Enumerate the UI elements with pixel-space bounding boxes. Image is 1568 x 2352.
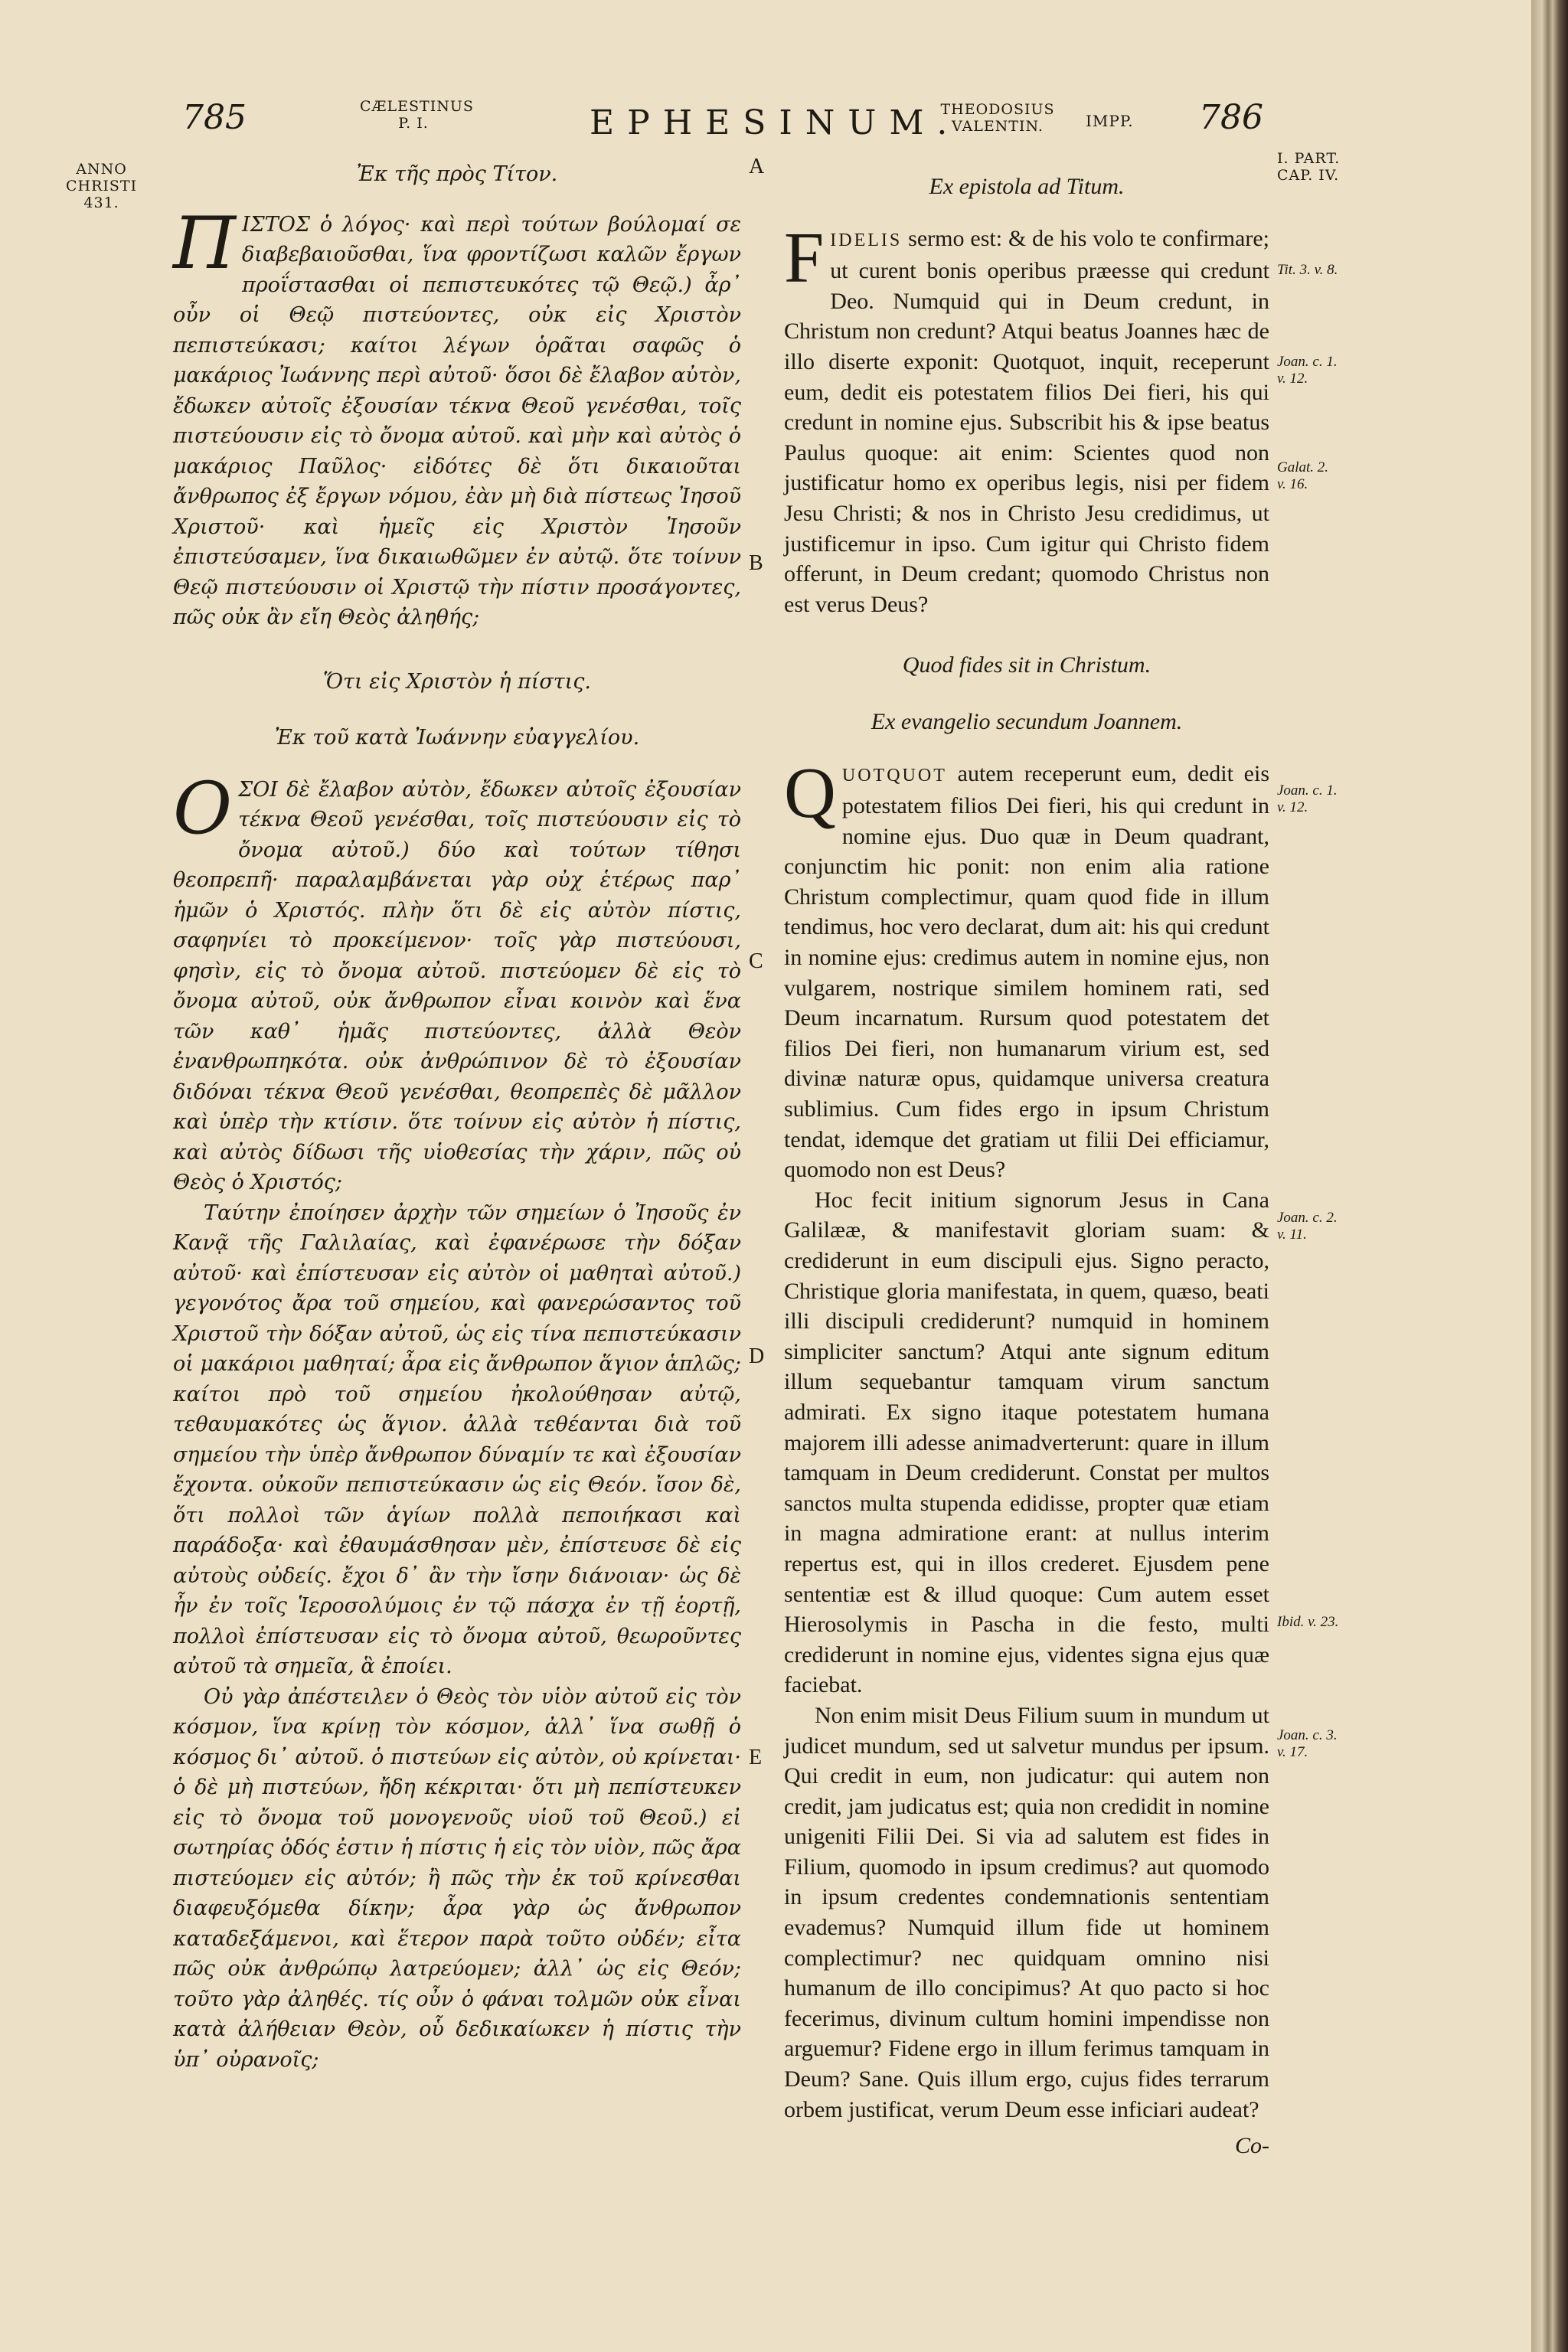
latin-drop-cap-2: Q bbox=[784, 753, 836, 833]
latin-heading-faith: Quod fides sit in Christum. bbox=[902, 652, 1152, 678]
header-left-label-line1: CÆLESTINUS bbox=[360, 98, 474, 115]
margin-note-7-line1: Joan. c. 3. bbox=[1277, 1727, 1338, 1743]
greek-drop-cap-1: Π bbox=[173, 201, 236, 286]
page-number-right: 786 bbox=[1199, 98, 1263, 137]
latin-paragraph-1 bbox=[784, 217, 1270, 620]
header-right-label-line2: VALENTIN. bbox=[952, 118, 1044, 135]
greek-drop-cap-2: Ο bbox=[173, 766, 233, 851]
margin-note-joan-3 bbox=[1277, 1210, 1338, 1243]
header-right-label-line1: THEODOSIUS bbox=[940, 101, 1055, 118]
greek-paragraph-1 bbox=[173, 201, 741, 633]
margin-note-4-line2: v. 12. bbox=[1277, 799, 1308, 815]
greek-paragraph-4: Οὐ γὰρ ἀπέστειλεν ὁ Θεὸς τὸν υἱὸν αὐτοῦ εἰς τὸν κόσμον, ἵνα κρίνῃ τὸν κόσμον, ἀλλ᾽ ἵνα σωθῇ ὁ κόσμος δι᾽ αὐτοῦ. ὁ πιστεύων εἰς αὐτὸν, οὐ κρίνεται· ὁ δὲ μὴ πιστεύων, ἤδη κέκριται· ὅτι μὴ πεπίστευκεν εἰς τὸ ὄνομα τοῦ μονογενοῦς υἱοῦ τοῦ Θεοῦ.) εἰ σωτηρίας ὁδός ἐστιν ἡ πίστις ἡ εἰς τὸν υἱὸν, πῶς ἄρα πιστεύομεν εἰς αὐτόν; ἢ πῶς τὴν ἐκ τοῦ κρίνεσθαι διαφευξόμεθα δίκην; ἆρα γὰρ ὡς ἄνθρωπον καταδεξάμενοι, καὶ ἕτερον παρὰ τοῦτο οὐδέν; εἶτα πῶς οὐκ ἀνθρώπῳ λατρεύομεν; ἀλλ᾽ ὡς εἰς Θεόν; τοῦτο γὰρ ἀληθές. τίς οὖν ὁ φάναι τολμῶν οὐκ εἶναι κατὰ ἀλήθειαν Θεὸν, οὗ δεδικαίωκεν ἡ πίστις τὴν ὑπ᾽ οὐρανοῖς; bbox=[173, 1684, 741, 2072]
greek-heading-titus: Ἐκ τῆς πρὸς Τίτον. bbox=[356, 162, 558, 186]
margin-note-5-line2: v. 11. bbox=[1277, 1227, 1307, 1243]
margin-note-ibid bbox=[1277, 1614, 1338, 1631]
latin-paragraph-2-text: autem receperunt eum, dedit eis potestatem filios Dei fieri, his qui credunt in nomine ejus. Duo quæ in Deum quadrant, conjunctim hic ponit: non enim alia ratione Christum complectimur, quam quod fide in illum tendimus, hoc vero declarat, dum ait: his qui credunt in nomine ejus: credimus autem in nomine ejus, non vulgarem, nostrique similem hominem rati, sed Deum incarnatum. Rursum quod potestatem det filios Dei fieri, non humanarum virium est, sed divinæ naturæ opus, quidamque universa creatura sublimius. Cum fides ergo in ipsum Christum tendat, idemque det gratiam ut filii Dei efficiamur, quomodo non est Deus? bbox=[784, 760, 1270, 1183]
section-letter-a: A bbox=[749, 155, 765, 178]
greek-heading-gospel: Ἐκ τοῦ κατὰ Ἰωάννην εὐαγγελίου. bbox=[274, 726, 640, 750]
margin-note-2-line1: Joan. c. 1. bbox=[1277, 354, 1338, 370]
page-number-left: 785 bbox=[182, 98, 247, 137]
latin-paragraph-4: Non enim misit Deus Filium suum in mundum ut judicet mundum, sed ut salvetur mundus per ipsum. Qui credit in eum, non judicatur: qui autem non credit, jam judicatus est; quia non credidit in nomine unigeniti Filii Dei. Si via ad salutem est fides in Filium, quomodo in ipsum credimus? aut quomodo in ipsum credentes condemnationis sententiam evademus? Numquid illum fide ut hominem complectimur? nec quidquam omnino nisi humanum de illo concipimus? At quo pacto si hoc fecerimus, divinum cultum homini impendisse non arguemur? Fidene ergo in illum ferimus tamquam in Deum? Sane. Quis illum ergo, cujus fides terrarum orbem justificat, verum Deum esse inficiari audeat? bbox=[784, 1702, 1269, 2122]
margin-note-galat bbox=[1277, 459, 1328, 493]
year-label-line1: ANNO bbox=[76, 161, 127, 178]
section-letter-e: E bbox=[749, 1746, 763, 1769]
greek-column bbox=[173, 159, 741, 2075]
part-label-line2: CAP. IV. bbox=[1277, 167, 1340, 184]
latin-column bbox=[784, 172, 1269, 2161]
latin-paragraph-1-lead: IDELIS bbox=[830, 230, 903, 250]
margin-note-4-line1: Joan. c. 1. bbox=[1277, 782, 1338, 799]
section-letter-d: D bbox=[749, 1344, 765, 1368]
year-label-line3: 431. bbox=[83, 194, 119, 211]
latin-paragraph-3: Hoc fecit initium signorum Jesus in Cana Galilææ, & manifestavit gloriam suam: & crediderunt in eum discipuli ejus. Signo peracto, Christique gloria manifestata, in quem, quæso, beati illi discipuli crediderunt? numquid in hominem simpliciter sanctum? Atqui ante signum editum illum sequebantur tamquam virum sanctum admirati. Ex signo itaque potestatem humana majorem illi adesse animadverterunt: quare in illum tamquam in Deum crediderunt. Constat per multos sanctos multa stupenda edidisse, propter quæ etiam in magna admiratione erant: at nullus interim repertus est, qui in illos crederet. Ejusdem pene sententiæ est & illud quoque: Cum autem esset Hierosolymis in Pascha in die festo, multi crediderunt in nomine ejus, videntes signa ejus quæ faciebat. bbox=[784, 1187, 1269, 1698]
greek-heading-faith: Ὅτι εἰς Χριστὸν ἡ πίστις. bbox=[323, 669, 591, 694]
year-label-line2: CHRISTI bbox=[66, 178, 138, 194]
greek-paragraph-2 bbox=[173, 766, 741, 1198]
running-title: EPHESINUM. bbox=[590, 103, 961, 142]
book-binding-edge bbox=[1531, 0, 1568, 2352]
margin-note-3-line2: v. 16. bbox=[1277, 476, 1308, 492]
header-right-suffix: IMPP. bbox=[1086, 112, 1134, 130]
latin-heading-gospel: Ex evangelio secundum Joannem. bbox=[871, 708, 1183, 734]
part-label-line1: I. PART. bbox=[1277, 150, 1341, 167]
greek-paragraph-3: Ταύτην ἐποίησεν ἀρχὴν τῶν σημείων ὁ Ἰησοῦς ἐν Κανᾷ τῆς Γαλιλαίας, καὶ ἐφανέρωσε τὴν δόξαν αὐτοῦ· καὶ ἐπίστευσαν εἰς αὐτὸν οἱ μαθηταὶ αὐτοῦ.) γεγονότος ἄρα τοῦ σημείου, καὶ φανερώσαντος τοῦ Χριστοῦ τὴν δόξαν αὐτοῦ, ὡς εἰς τίνα πεπιστεύκασιν οἱ μακάριοι μαθηταί; ἆρα εἰς ἄνθρωπον ἅγιον ἁπλῶς; καίτοι πρὸ τοῦ σημείου ἠκολούθησαν αὐτῷ, τεθαυμακότες ὡς ἅγιον. ἀλλὰ τεθέανται διὰ τοῦ σημείου τὴν ὑπὲρ ἄνθρωπον δύναμίν τε καὶ ἐξουσίαν ἔχοντα. οὐκοῦν πεπιστεύκασιν ὡς εἰς Θεόν. ἴσον δὲ, ὅτι πολλοὶ τῶν ἁγίων πολλὰ πεποιήκασι καὶ παράδοξα· καὶ ἐθαυμάσθησαν μὲν, ἐπίστευσε δὲ εἰς αὐτοὺς οὐδείς. ἔχοι δ᾽ ἂν τὴν ἴσην διάνοιαν· ὡς δὲ ἦν ἐν τοῖς Ἱεροσολύμοις ἐν τῷ πάσχα ἐν τῇ ἑορτῇ, πολλοὶ ἐπίστευσαν εἰς τὸ ὄνομα αὐτοῦ, θεωροῦντες αὐτοῦ τὰ σημεῖα, ἃ ἐποίει. bbox=[173, 1200, 741, 1678]
margin-note-6-line1: Ibid. v. 23. bbox=[1277, 1614, 1339, 1630]
margin-note-titus bbox=[1277, 262, 1338, 279]
latin-paragraph-2 bbox=[784, 753, 1270, 1185]
header-left-label-line2: P. I. bbox=[398, 115, 429, 132]
part-margin-label bbox=[1277, 150, 1340, 184]
section-letter-b: B bbox=[749, 551, 763, 575]
header-left-label bbox=[360, 98, 474, 132]
greek-paragraph-1-text: ΙΣΤΟΣ ὁ λόγος· καὶ περὶ τούτων βούλομαί σε διαβεβαιοῦσθαι, ἵνα φροντίζωσι καλῶν ἔργων προΐστασθαι οἱ πεπιστευκότες τῷ Θεῷ.) ἆρ᾽ οὖν οἱ Θεῷ πιστεύοντες, οὐκ εἰς Χριστὸν πεπιστεύκασι; καίτοι λέγων ὁρᾶται σαφῶς ὁ μακάριος Ἰωάννης περὶ αὐτοῦ· ὅσοι δὲ ἔλαβον αὐτὸν, ἔδωκεν αὐτοῖς ἐξουσίαν τέκνα Θεοῦ γενέσθαι, τοῖς πιστεύουσιν εἰς τὸ ὄνομα αὐτοῦ. καὶ μὴν καὶ αὐτὸς ὁ μακάριος Παῦλος· εἰδότες δὲ ὅτι δικαιοῦται ἄνθρωπος ἐξ ἔργων νόμου, ἐὰν μὴ διὰ πίστεως Ἰησοῦ Χριστοῦ· καὶ ἡμεῖς εἰς Χριστὸν Ἰησοῦν ἐπιστεύσαμεν, ἵνα δικαιωθῶμεν ἐν αὐτῷ. ὅτε τοίνυν Θεῷ πιστεύουσιν οἱ Χριστῷ τὴν πίστιν προσάγοντες, πῶς οὐκ ἂν εἴη Θεὸς ἀληθής; bbox=[173, 212, 741, 629]
catchword: Co- bbox=[1235, 2133, 1269, 2159]
year-margin-label bbox=[66, 161, 137, 211]
header-right-label bbox=[933, 101, 1063, 135]
margin-note-1-line1: Tit. 3. v. 8. bbox=[1277, 262, 1338, 278]
margin-note-joan-2 bbox=[1277, 782, 1338, 816]
section-letter-c: C bbox=[749, 949, 763, 973]
latin-heading-titus: Ex epistola ad Titum. bbox=[929, 174, 1125, 199]
margin-note-7-line2: v. 17. bbox=[1277, 1744, 1308, 1760]
margin-note-2-line2: v. 12. bbox=[1277, 371, 1308, 387]
latin-paragraph-1-text: sermo est: & de his volo te confirmare; ut curent bonis operibus præesse qui credunt Deo. Numquid qui in Deum credunt, in Christum non credunt? Atqui beatus Joannes hæc de illo diserte exponit: Quotquot, inquit, receperunt eum, dedit eis potestatem filios Dei fieri, his qui credunt in nomine ejus. Subscribit his & ipse beatus Paulus quoque: ait enim: Scientes quod non justificatur homo ex operibus legis, nisi per fidem Jesu Christi; & nos in Christo Jesu credidimus, ut justificemur in ipso. Cum igitur qui Christo fidem offerunt, in Deum credant; quomodo Christus non est verus Deus? bbox=[784, 225, 1270, 617]
greek-paragraph-2-text: ΣΟΙ δὲ ἔλαβον αὐτὸν, ἔδωκεν αὐτοῖς ἐξουσίαν τέκνα Θεοῦ γενέσθαι, τοῖς πιστεύουσιν εἰς τὸ ὄνομα αὐτοῦ.) δύο καὶ τούτων τίθησι θεοπρεπῆ· παραλαμβάνεται γὰρ οὐχ ἑτέρως παρ᾽ ἡμῶν ὁ Χριστός. πλὴν ὅτι δὲ εἰς αὐτὸν πίστις, σαφηνίει τὸ προκείμενον· τοῖς γὰρ πιστεύουσι, φησὶν, εἰς τὸ ὄνομα αὐτοῦ. πιστεύομεν δὲ εἰς τὸ ὄνομα αὐτοῦ, οὐκ ἄνθρωπον εἶναι κοινὸν καὶ ἕνα τῶν καθ᾽ ἡμᾶς πιστεύοντες, ἀλλὰ Θεὸν ἐνανθρωπηκότα. οὐκ ἀνθρώπινον δὲ τὸ ἐξουσίαν διδόναι τέκνα Θεοῦ γενέσθαι, θεοπρεπὲς δὲ μᾶλλον καὶ ὑπὲρ τὴν κτίσιν. ὅτε τοίνυν εἰς αὐτὸν ἡ πίστις, καὶ αὐτὸς δίδωσι τῆς υἱοθεσίας τὴν χάριν, πῶς οὐ Θεὸς ὁ Χριστός; bbox=[173, 777, 741, 1194]
latin-drop-cap-1: F bbox=[784, 217, 825, 298]
latin-paragraph-2-lead: UOTQUOT bbox=[841, 765, 947, 786]
margin-note-joan-1 bbox=[1277, 354, 1338, 387]
margin-note-3-line1: Galat. 2. bbox=[1277, 459, 1329, 475]
margin-note-joan-4 bbox=[1277, 1727, 1338, 1761]
margin-note-5-line1: Joan. c. 2. bbox=[1277, 1210, 1338, 1226]
